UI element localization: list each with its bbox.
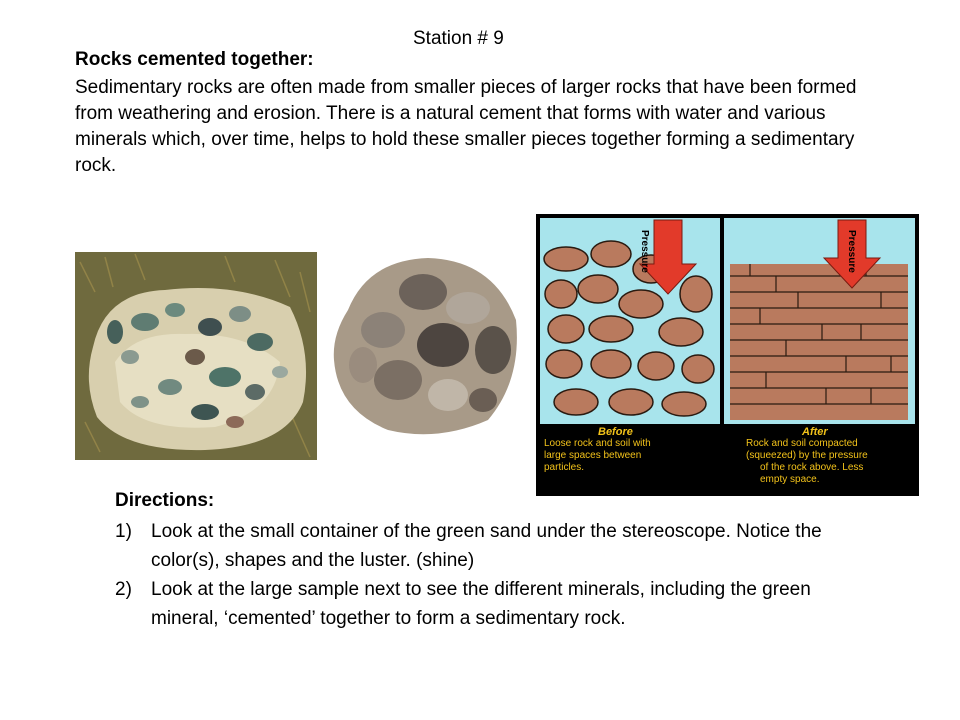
direction-item: [115, 575, 875, 633]
after-line: of the rock above. Less: [760, 462, 864, 473]
after-title: After: [802, 426, 828, 438]
direction-number: 1): [115, 521, 132, 542]
station-label: Station # 9: [413, 28, 504, 49]
pressure-label-after: Pressure: [846, 230, 857, 273]
conglomerate-outcrop-photo: [75, 252, 317, 460]
conglomerate-sample-photo: [328, 250, 522, 442]
direction-text: Look at the large sample next to see the different minerals, including the green mineral, ‘cemented’ together to form a sedimentary rock.: [151, 579, 811, 629]
directions-list: [115, 517, 875, 633]
direction-item: [115, 517, 875, 575]
compaction-diagram: [536, 214, 919, 496]
before-line: large spaces between: [544, 450, 642, 461]
before-line: Loose rock and soil with: [544, 438, 651, 449]
pressure-label-before: Pressure: [639, 230, 650, 273]
direction-number: 2): [115, 579, 132, 600]
after-line: (squeezed) by the pressure: [746, 450, 868, 461]
after-line: Rock and soil compacted: [746, 438, 858, 449]
section-heading: Rocks cemented together:: [75, 49, 314, 70]
after-caption: [746, 426, 916, 486]
direction-text: Look at the small container of the green sand under the stereoscope. Notice the color(s), shapes and the luster. (shine): [151, 521, 822, 571]
before-line: particles.: [544, 462, 585, 473]
directions-heading: Directions:: [115, 490, 215, 511]
before-title: Before: [598, 426, 633, 438]
before-caption: [544, 426, 720, 474]
intro-paragraph: Sedimentary rocks are often made from smaller pieces of larger rocks that have been formed from weathering and erosion. There is a natural cement that forms with water and various minerals which, over time, helps to hold these smaller pieces together forming a sedimentary rock.: [75, 77, 857, 176]
after-line: empty space.: [760, 474, 820, 485]
